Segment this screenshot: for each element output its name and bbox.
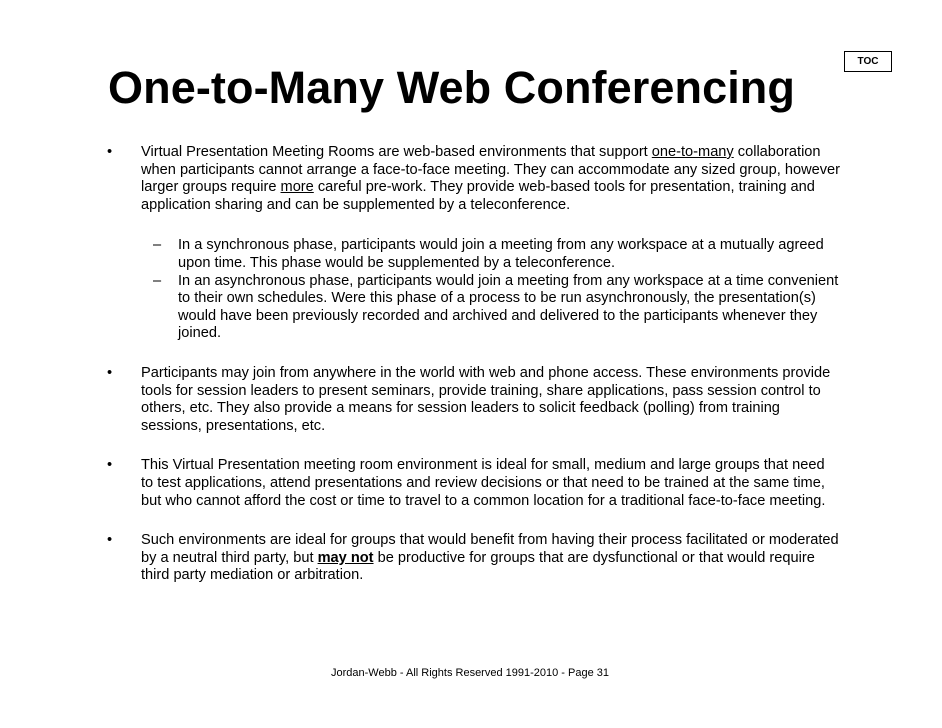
page-footer	[0, 666, 942, 680]
sub-bullet-text: In an asynchronous phase, participants would join a meeting from any workspace at a time convenient to their own schedules. Were this phase of a process to be run asynchronously, the presentation(s) would have been previously recorded and archived and delivered to the participants whenever they joined.	[178, 272, 839, 342]
underlined-text: more	[280, 179, 314, 196]
bullet-mark: •	[107, 144, 113, 160]
bullet-mark: •	[107, 532, 113, 549]
sub-bullet-list	[105, 237, 840, 343]
dash-mark: –	[153, 237, 162, 254]
bullet-environment-ideal	[105, 457, 840, 510]
slide-body	[105, 144, 840, 585]
bullet-text: Participants may join from anywhere in the world with web and phone access. These environments provide tools for session leaders to present seminars, provide training, share applications, pass session control to others, etc. They also provide a means for session leaders to solicit feedback (polling) from training sessions, presentations, etc.	[141, 364, 831, 434]
bullet-text: Such environments are ideal for groups that would benefit from having their process facilitated or moderated by a neutral third party, but	[141, 532, 839, 566]
slide-title: One-to-Many Web Conferencing	[108, 62, 795, 113]
bullet-text: careful pre-work. They provide web-based tools for presentation, training and application sharing and can be supplemented by a teleconference.	[141, 179, 815, 213]
sub-bullet-text: In a synchronous phase, participants would join a meeting from any workspace at a mutually agreed upon time. This phase would be supplemented by a teleconference.	[178, 237, 824, 271]
bullet-facilitated-groups	[105, 532, 840, 585]
sub-bullet-synchronous	[105, 237, 840, 272]
sub-bullet-asynchronous	[105, 273, 840, 343]
emphasized-text: may not	[317, 549, 374, 566]
footer-text: Jordan-Webb - All Rights Reserved 1991-2010 - Page 31	[330, 667, 609, 679]
bullet-text: collaboration when participants cannot arrange a face-to-face meeting. They can accommodate any sized group, however larger groups require	[141, 144, 841, 196]
bullet-mark: •	[107, 364, 113, 381]
bullet-text: Virtual Presentation Meeting Rooms are web-based environments that support	[141, 144, 652, 160]
bullet-participants	[105, 365, 840, 435]
bullet-virtual-presentation	[105, 144, 840, 214]
bullet-text: This Virtual Presentation meeting room environment is ideal for small, medium and large groups that need to test applications, attend presentations and review decisions or that need to be trained at the same time, but who cannot afford the cost or time to travel to a common location for a traditional face-to-face meeting.	[141, 457, 826, 509]
toc-button[interactable]: TOC	[844, 51, 892, 72]
dash-mark: –	[153, 272, 162, 289]
bullet-text: be productive for groups that are dysfunctional or that would require third party mediation or arbitration.	[141, 549, 815, 584]
underlined-text: one-to-many	[651, 144, 734, 160]
bullet-mark: •	[107, 457, 113, 474]
